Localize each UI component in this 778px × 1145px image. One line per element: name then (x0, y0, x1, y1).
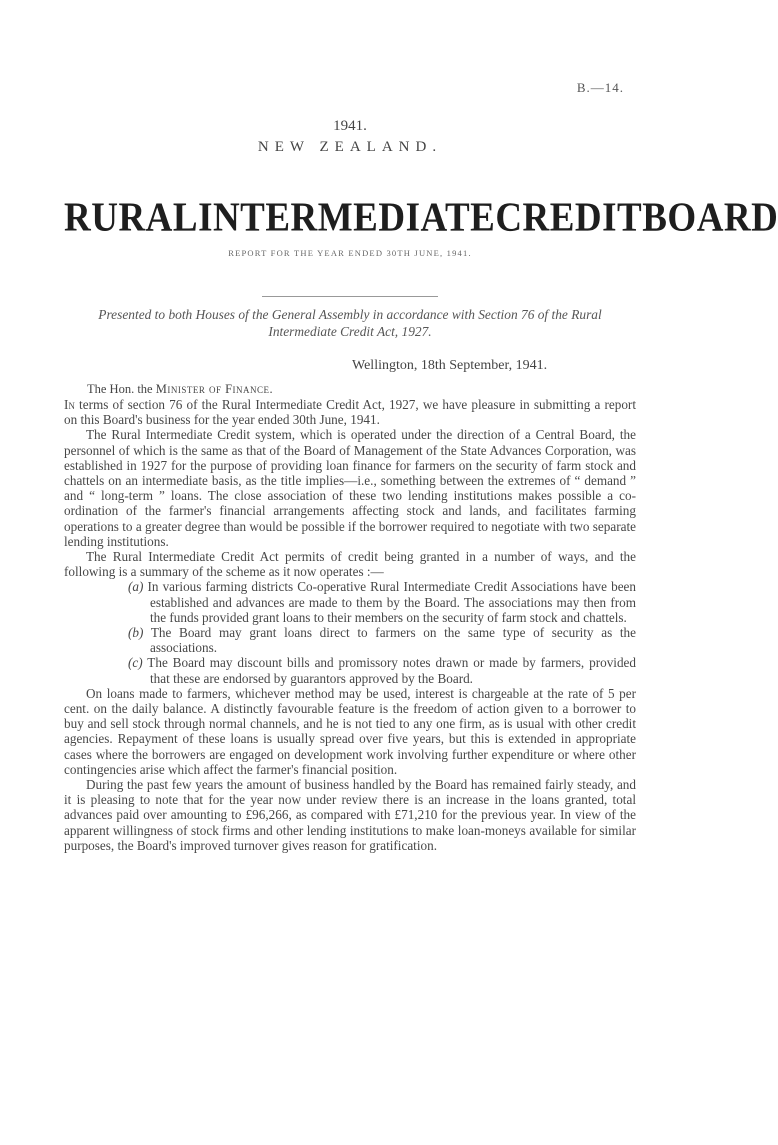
paragraph-intro (64, 397, 636, 427)
scheme-list (64, 579, 636, 685)
paragraph-scheme: The Rural Intermediate Credit Act permits of credit being granted in a number of ways, and the following is a summary of the scheme as it now operates :— (64, 549, 636, 580)
country-heading: NEW ZEALAND. (257, 139, 443, 155)
paragraph-system: The Rural Intermediate Credit system, which is operated under the direction of a Central Board, the personnel of which is the same as that of the Board of Management of the State Advances Corporation, was established in 1927 for the purpose of providing loan finance for farmers on the security of farm stock and chattels on an intermediate basis, as the title implies—i.e., something between the extremes of “ demand ” and “ long-term ” loans. The close association of these two lending institutions makes possible a co-ordination of the farmer's financial arrangements affecting stock and lands, and facilitates farming operations to a greater degree than would be possible if the borrower required to negotiate with two separate lending institutions. (64, 427, 636, 549)
divider-rule (262, 296, 438, 297)
title-word: RURAL (64, 194, 199, 241)
report-subtitle: REPORT FOR THE YEAR ENDED 30TH JUNE, 1941. (228, 248, 472, 258)
list-item (64, 655, 636, 685)
title-word: INTERMEDIATE (198, 194, 496, 241)
list-item-text: The Board may grant loans direct to farmers on the same type of security as the associations. (150, 625, 636, 656)
page-reference: B.—14. (576, 80, 624, 95)
list-item-text: The Board may discount bills and promissory notes drawn or made by farmers, provided that these are endorsed by guarantors approved by the Board. (147, 655, 636, 686)
presentation-note: Presented to both Houses of the General Assembly in accordance with Section 76 of the Rural Intermediate Credit Act, 1927. (98, 307, 602, 339)
report-body (64, 397, 636, 853)
list-item (64, 625, 636, 655)
list-item-tag: (b) (128, 625, 144, 641)
addressee (87, 382, 273, 397)
report-title (64, 193, 778, 241)
paragraph-interest: On loans made to farmers, whichever method may be used, interest is chargeable at the rate of 5 per cent. on the daily balance. A distinctly favourable feature is the freedom of action given to a borrower to buy and sell stock through normal channels, and he is not tied to any one firm, as is usual with other credit agencies. Repayment of these loans is usually spread over five years, but this is extended in appropriate cases where the borrowers are engaged on development work involving further expenditure or where other contingencies arise which affect the farmer's financial position. (64, 685, 636, 777)
paragraph-intro-text: terms of section 76 of the Rural Intermediate Credit Act, 1927, we have pleasure in submitting a report on this Board's business for the year ended 30th June, 1941. (64, 397, 636, 428)
list-item-text: In various farming districts Co-operative Rural Intermediate Credit Associations have been established and advances are made to them by the Board. The associations may then from the funds provided grant loans to their members on the security of farm stock and chattels. (147, 579, 636, 625)
addressee-title: Minister of Finance. (155, 382, 274, 396)
paragraph-business: During the past few years the amount of business handled by the Board has remained fairly steady, and it is pleasing to note that for the year now under review there is an increase in the loans granted, total advances paid over amounting to £96,266, as compared with £71,210 for the previous year. In view of the apparent willingness of stock firms and other lending institutions to make loan-moneys available for similar purposes, the Board's improved turnover gives reason for gratification. (64, 777, 636, 853)
list-item-tag: (a) (128, 579, 144, 595)
list-item (64, 579, 636, 625)
title-word: BOARD (642, 194, 778, 241)
document-year: 1941. (333, 118, 367, 134)
paragraph-initial: In (64, 397, 75, 412)
addressee-prefix: The Hon. the (87, 382, 156, 396)
list-item-tag: (c) (128, 655, 143, 671)
title-word: CREDIT (495, 194, 643, 241)
dateline: Wellington, 18th September, 1941. (352, 358, 548, 373)
